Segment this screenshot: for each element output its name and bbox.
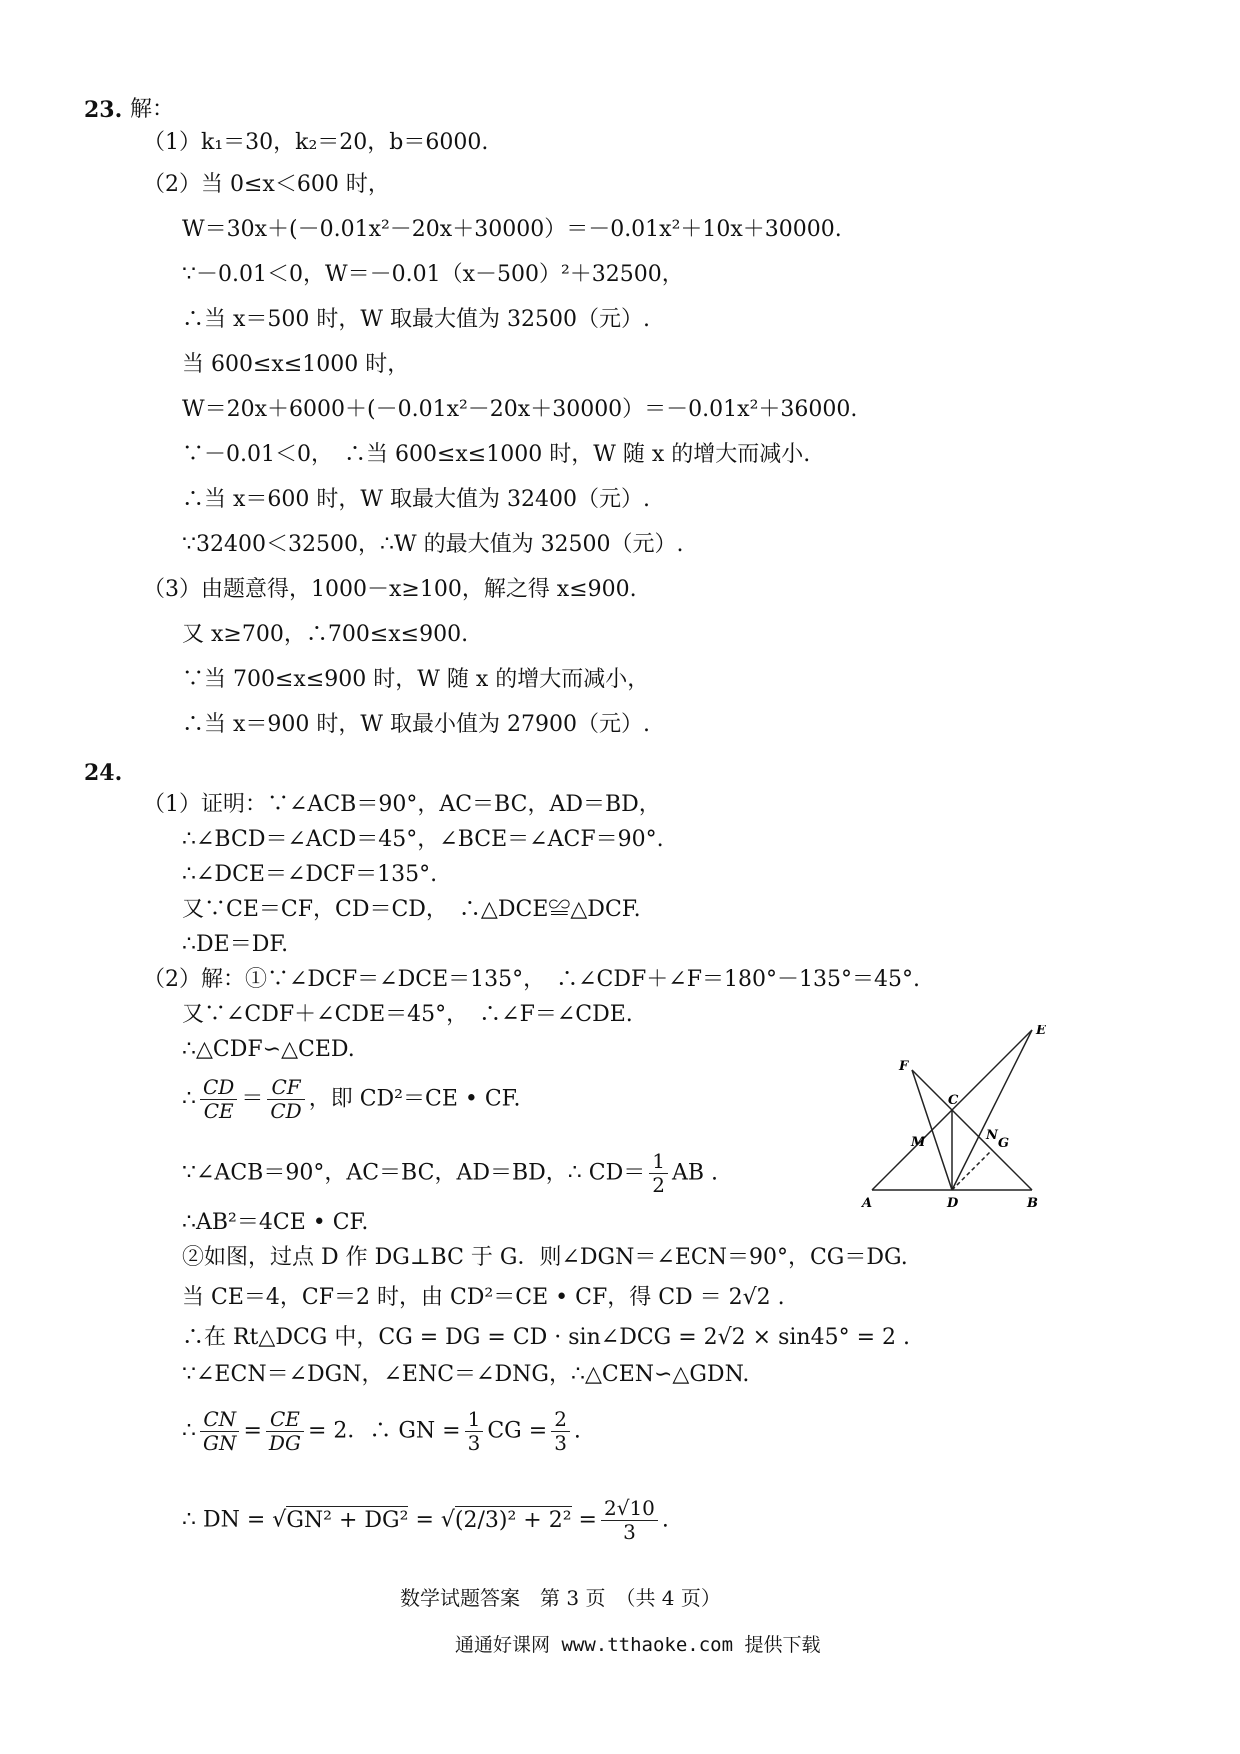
- q24-part2-line: ②如图，过点 D 作 DG⊥BC 于 G．则∠DGN＝∠ECN＝90°，CG＝DG.: [182, 1245, 908, 1270]
- numerator: CE: [266, 1408, 304, 1432]
- denominator: GN: [203, 1431, 237, 1455]
- geometry-figure: [860, 1025, 1060, 1215]
- equals: ＝: [241, 1086, 264, 1112]
- denominator: 2: [652, 1173, 665, 1197]
- half-prefix: ∵∠ACB＝90°，AC＝BC，AD＝BD，∴ CD＝: [182, 1160, 646, 1186]
- q23-line: 又 x≥700，∴700≤x≤900.: [182, 622, 469, 647]
- segment-ce: [952, 1030, 1032, 1110]
- numerator: CF: [267, 1076, 304, 1100]
- page-footer: 数学试题答案 第 3 页 （共 4 页）: [400, 1586, 721, 1610]
- therefore-sign: ∴: [182, 1418, 196, 1444]
- label-n: N: [986, 1128, 998, 1143]
- period: .: [661, 1507, 669, 1533]
- fraction: [267, 1076, 304, 1123]
- segment-df: [912, 1070, 952, 1190]
- label-b: B: [1027, 1196, 1038, 1211]
- radicand: GN² + DG²: [286, 1507, 409, 1533]
- q23-line: （3）由题意得，1000－x≥100，解之得 x≤900.: [143, 577, 637, 602]
- label-a: A: [862, 1196, 873, 1211]
- q23-line: W＝20x＋6000＋(－0.01x²－20x＋30000）＝－0.01x²＋36000.: [182, 397, 858, 422]
- q24-line: 又∵CE＝CF，CD＝CD， ∴△DCE≌△DCF.: [182, 897, 641, 922]
- q24-ratio-line: ∴ $\frac{CN}{GN}$ = $\frac{CE}{DG}$ = 2．∴ GN = $\frac{1}{3}$ CG = $\frac{2}{3}$ .: [182, 1407, 581, 1455]
- label-d: D: [947, 1196, 959, 1211]
- q23-line: ∴当 x＝500 时，W 取最大值为 32500（元）.: [182, 307, 650, 332]
- numerator: 2√10: [601, 1497, 658, 1521]
- label-f: F: [899, 1059, 909, 1074]
- denominator: CE: [203, 1099, 234, 1123]
- q23-line: ∴当 x＝900 时，W 取最小值为 27900（元）.: [182, 712, 650, 737]
- q24-part2-line: 当 CE＝4，CF＝2 时，由 CD²＝CE • CF，得 CD ＝ 2√2 .: [182, 1285, 785, 1310]
- q23-line: （2）当 0≤x＜600 时，: [143, 172, 390, 197]
- numerator: 1: [649, 1150, 668, 1174]
- denominator: DG: [268, 1431, 301, 1455]
- q24-dn-line: ∴ DN = √GN² + DG² = √(2/3)² + 2² = $\frac{2√10}{3}$ .: [182, 1496, 669, 1544]
- label-g: G: [998, 1136, 1010, 1151]
- fraction: [649, 1150, 668, 1197]
- half-suffix: AB .: [671, 1160, 719, 1186]
- fraction: [551, 1408, 570, 1455]
- q24-line: ∴∠DCE＝∠DCF＝135°.: [182, 862, 438, 887]
- proportion-suffix: ，即 CD²＝CE • CF.: [308, 1086, 521, 1112]
- download-credit: 通通好课网 www.tthaoke.com 提供下载: [455, 1634, 821, 1656]
- equals: =: [578, 1507, 597, 1533]
- segment-de: [952, 1030, 1032, 1190]
- equals: =: [415, 1507, 434, 1533]
- fraction: [200, 1408, 239, 1455]
- q23-line: （1）k₁＝30，k₂＝20，b＝6000.: [143, 130, 489, 155]
- q23-title: 解：: [130, 97, 175, 122]
- q23-line: ∵－0.01＜0， ∴当 600≤x≤1000 时，W 随 x 的增大而减小.: [182, 442, 811, 467]
- denominator: 3: [554, 1431, 567, 1455]
- q23-line: 当 600≤x≤1000 时，: [182, 352, 410, 377]
- fraction: [465, 1408, 484, 1455]
- ratio-middle: = 2．∴ GN =: [307, 1418, 461, 1444]
- fraction: [266, 1408, 304, 1455]
- q23-line: ∵－0.01＜0，W＝－0.01（x－500）²＋32500，: [182, 262, 684, 287]
- denominator: CD: [270, 1099, 302, 1123]
- q24-line: ∴DE＝DF.: [182, 932, 289, 957]
- numerator: CN: [200, 1408, 239, 1432]
- q24-line: （2）解：①∵∠DCF＝∠DCE＝135°， ∴∠CDF＋∠F＝180°－135°＝45°.: [143, 967, 920, 992]
- q24-part2-line: ∵∠ECN＝∠DGN，∠ENC＝∠DNG，∴△CEN∽△GDN.: [182, 1362, 750, 1387]
- segment-ac: [872, 1110, 952, 1190]
- q24-half-line: [182, 1150, 718, 1197]
- q24-line: 又∵∠CDF＋∠CDE＝45°， ∴∠F＝∠CDE.: [182, 1002, 633, 1027]
- q24-line: （1）证明：∵∠ACB＝90°，AC＝BC，AD＝BD，: [143, 792, 661, 817]
- therefore-sign: ∴: [182, 1086, 196, 1112]
- numerator: 2: [551, 1408, 570, 1432]
- q24-part2-line: ∴在 Rt△DCG 中，CG = DG = CD · sin∠DCG = 2√2 × sin45° = 2 .: [182, 1325, 910, 1350]
- numerator: 1: [465, 1408, 484, 1432]
- label-e: E: [1036, 1025, 1046, 1038]
- period: .: [573, 1418, 581, 1444]
- q23-line: ∵32400＜32500，∴W 的最大值为 32500（元）.: [182, 532, 684, 557]
- q23-number: 23.: [84, 97, 123, 123]
- q24-proportion: [182, 1076, 521, 1123]
- q24-line: ∴∠BCD＝∠ACD＝45°，∠BCE＝∠ACF＝90°.: [182, 827, 664, 852]
- fraction: [200, 1076, 237, 1123]
- q23-line: W＝30x＋(－0.01x²－20x＋30000）＝－0.01x²＋10x＋30000.: [182, 217, 842, 242]
- radicand: (2/3)² + 2²: [454, 1507, 572, 1533]
- numerator: CD: [200, 1076, 237, 1100]
- denominator: 3: [623, 1520, 636, 1544]
- dn-prefix: ∴ DN =: [182, 1507, 266, 1533]
- q23-line: ∵当 700≤x≤900 时，W 随 x 的增大而减小，: [182, 667, 650, 692]
- segment-dg: [952, 1150, 992, 1190]
- label-m: M: [911, 1135, 926, 1150]
- q24-line: ∴△CDF∽△CED.: [182, 1037, 355, 1062]
- q24-number: 24.: [84, 760, 123, 786]
- denominator: 3: [467, 1431, 481, 1455]
- fraction: [601, 1497, 658, 1544]
- q23-line: ∴当 x＝600 时，W 取最大值为 32400（元）.: [182, 487, 650, 512]
- q24-ab-line: ∴AB²＝4CE • CF.: [182, 1210, 369, 1235]
- label-c: C: [948, 1093, 959, 1108]
- ratio-cg: CG =: [487, 1418, 548, 1444]
